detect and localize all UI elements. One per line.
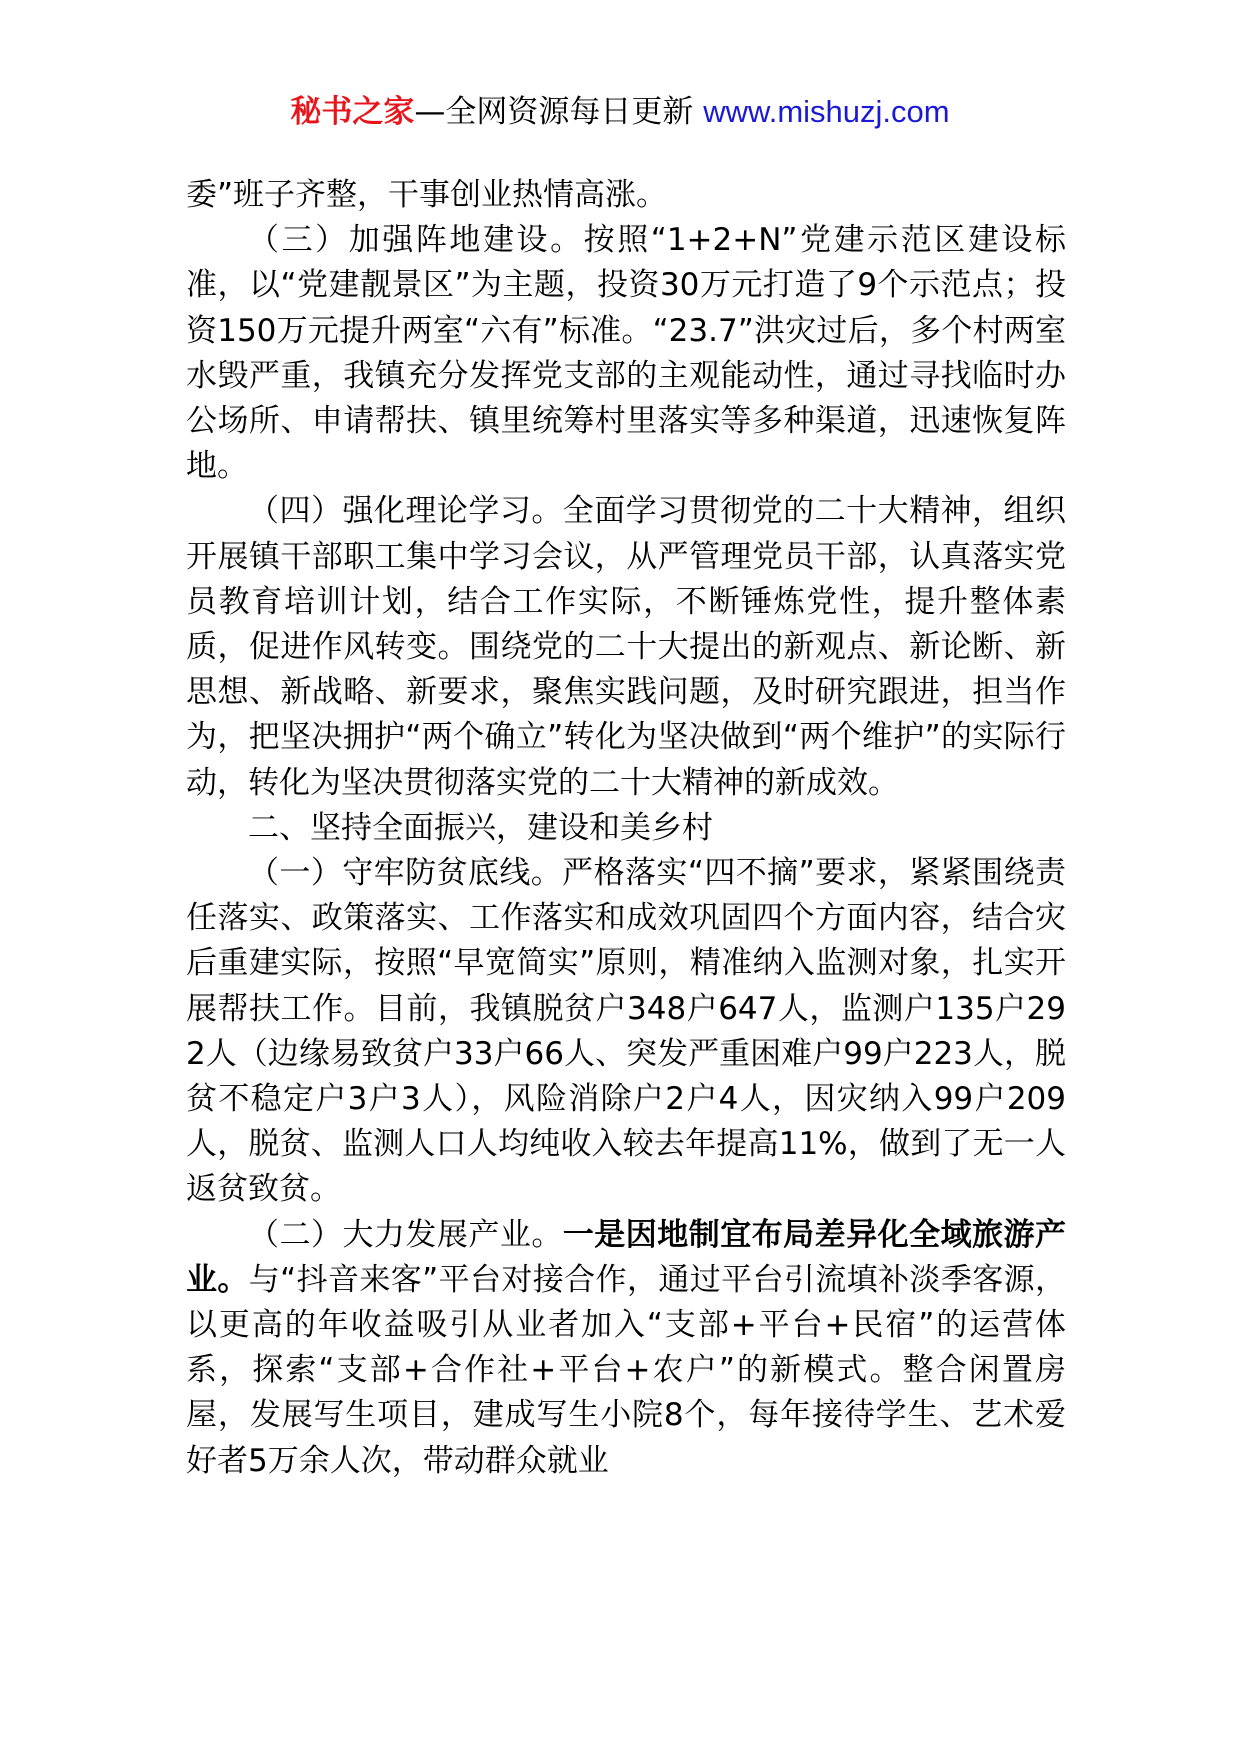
paragraph-section-3: （三）加强阵地建设。按照“1+2+N”党建示范区建设标准，以“党建靓景区”为主题，投资30万元打造了9个示范点；投资150万元提升两室“六有”标准。“23.7”洪灾过后，多个村两室水毁严重，我镇充分发挥党支部的主观能动性，通过寻找临时办公场所、申请帮扶、镇里统筹村里落实等多种渠道，迅速恢复阵地。 [186,222,1066,485]
header-tagline: —全网资源每日更新 [414,94,694,130]
paragraph-section-2-1: （一）守牢防贫底线。严格落实“四不摘”要求，紧紧围绕责任落实、政策落实、工作落实和成效巩固四个方面内容，结合灾后重建实际，按照“早宽简实”原则，精准纳入监测对象，扎实开展帮扶工作。目前，我镇脱贫户348户647人，监测户135户292人（边缘易致贫户33户66人、突发严重困难户99户223人，脱贫不稳定户3户3人），风险消除户2户4人，因灾纳入99户209人，脱贫、监测人口人均纯收入较去年提高11%，做到了无一人返贫致贫。 [186,855,1066,1208]
page-header [0,92,1240,132]
paragraph-section-4: （四）强化理论学习。全面学习贯彻党的二十大精神，组织开展镇干部职工集中学习会议，从严管理党员干部，认真落实党员教育培训计划，结合工作实际，不断锤炼党性，提升整体素质，促进作风转变。围绕党的二十大提出的新观点、新论断、新思想、新战略、新要求，聚焦实践问题，及时研究跟进，担当作为，把坚决拥护“两个确立”转化为坚决做到“两个维护”的实际行动，转化为坚决贯彻落实党的二十大精神的新成效。 [186,493,1066,801]
paragraph-rest: 与“抖音来客”平台对接合作，通过平台引流填补淡季客源，以更高的年收益吸引从业者加入“支部+平台+民宿”的运营体系，探索“支部+合作社+平台+农户”的新模式。整合闲置房屋，发展写生项目，建成写生小院8个，每年接待学生、艺术爱好者5万余人次，带动群众就业 [186,1261,1066,1479]
document-body [186,173,1066,1484]
header-url[interactable]: www.mishuzj.com [703,94,950,129]
paragraph-continuation: 委”班子齐整，干事创业热情高涨。 [186,177,668,213]
paragraph-bold-point: 一是因地制宜布局差异化全域旅游产业。 [186,1216,1067,1298]
section-heading-2: 二、坚持全面振兴，建设和美乡村 [248,809,713,846]
paragraph-lead: （二）大力发展产业。 [248,1216,563,1253]
paragraph-section-2-2 [186,1213,1066,1484]
brand-name: 秘书之家 [290,94,415,130]
